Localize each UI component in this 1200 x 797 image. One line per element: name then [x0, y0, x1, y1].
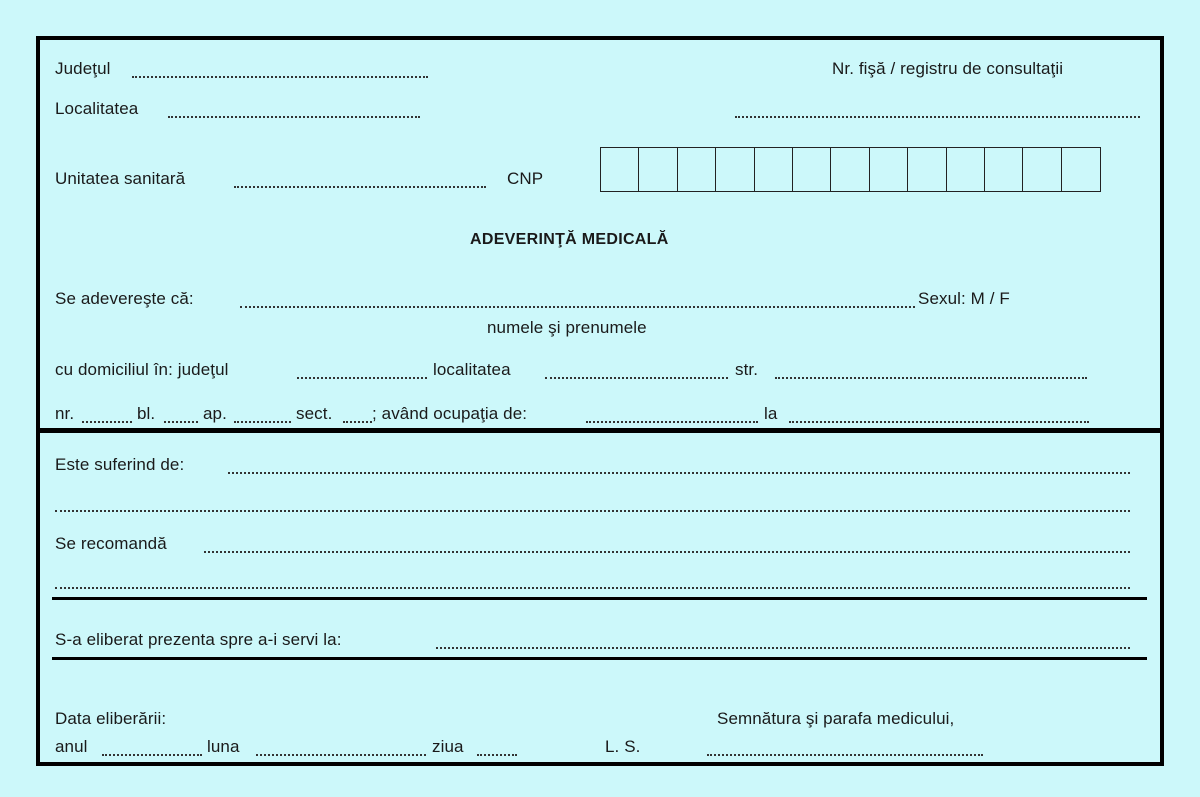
cnp-digit-box[interactable]: [908, 148, 946, 191]
cnp-label: CNP: [507, 169, 544, 188]
judetul-label: Judeţul: [55, 59, 111, 78]
se-adevereste-label: Se adevereşte că:: [55, 289, 194, 308]
eliberat-label: S-a eliberat prezenta spre a-i servi la:: [55, 630, 342, 649]
suferind-field-1[interactable]: [228, 472, 1130, 474]
cnp-digit-box[interactable]: [716, 148, 754, 191]
nr-fisa-field[interactable]: [735, 116, 1140, 118]
judetul-field[interactable]: [132, 76, 428, 78]
la-label: la: [764, 404, 778, 423]
sect-field[interactable]: [343, 421, 372, 423]
la-field[interactable]: [789, 421, 1089, 423]
localitatea-field[interactable]: [168, 116, 420, 118]
section-divider-eliberat-top: [52, 597, 1147, 600]
ziua-field[interactable]: [477, 754, 517, 756]
semnatura-field[interactable]: [707, 754, 983, 756]
nr-label: nr.: [55, 404, 75, 423]
cnp-digit-box[interactable]: [1023, 148, 1061, 191]
recomanda-field-1[interactable]: [204, 551, 1130, 553]
str-label: str.: [735, 360, 759, 379]
section-divider-eliberat-bottom: [52, 657, 1147, 660]
semnatura-label: Semnătura şi parafa medicului,: [717, 709, 955, 728]
cnp-digit-box[interactable]: [678, 148, 716, 191]
localitatea-label: Localitatea: [55, 99, 139, 118]
document-title: ADEVERINŢĂ MEDICALĂ: [470, 231, 669, 248]
sexul-label: Sexul: M / F: [918, 289, 1010, 308]
bl-field[interactable]: [164, 421, 198, 423]
anul-field[interactable]: [102, 754, 202, 756]
suferind-label: Este suferind de:: [55, 455, 185, 474]
nume-prenume-field[interactable]: [240, 306, 915, 308]
cnp-digit-box[interactable]: [639, 148, 677, 191]
domiciliu-localitatea-field[interactable]: [545, 377, 728, 379]
cnp-digit-box[interactable]: [870, 148, 908, 191]
sect-label: sect.: [296, 404, 333, 423]
domiciliu-judetul-field[interactable]: [297, 377, 427, 379]
luna-label: luna: [207, 737, 240, 756]
cnp-digit-box[interactable]: [831, 148, 869, 191]
nr-fisa-label: Nr. fişă / registru de consultaţii: [832, 59, 1064, 78]
ap-field[interactable]: [234, 421, 291, 423]
ocupatia-field[interactable]: [586, 421, 758, 423]
cnp-boxes[interactable]: [600, 147, 1101, 192]
unitatea-sanitara-field[interactable]: [234, 186, 486, 188]
domiciliu-judetul-label: cu domiciliul în: judeţul: [55, 360, 229, 379]
ap-label: ap.: [203, 404, 227, 423]
luna-field[interactable]: [256, 754, 426, 756]
section-divider-thick: [36, 428, 1164, 433]
cnp-digit-box[interactable]: [755, 148, 793, 191]
str-field[interactable]: [775, 377, 1087, 379]
cnp-digit-box[interactable]: [947, 148, 985, 191]
ocupatia-label: ; având ocupaţia de:: [372, 404, 528, 423]
ls-label: L. S.: [605, 737, 641, 756]
cnp-digit-box[interactable]: [601, 148, 639, 191]
data-eliberarii-label: Data eliberării:: [55, 709, 167, 728]
eliberat-field[interactable]: [436, 647, 1130, 649]
cnp-digit-box[interactable]: [1062, 148, 1100, 191]
cnp-digit-box[interactable]: [793, 148, 831, 191]
unitatea-sanitara-label: Unitatea sanitară: [55, 169, 186, 188]
recomanda-field-2[interactable]: [55, 587, 1130, 589]
anul-label: anul: [55, 737, 88, 756]
nr-field[interactable]: [82, 421, 132, 423]
suferind-field-2[interactable]: [55, 510, 1130, 512]
domiciliu-localitatea-label: localitatea: [433, 360, 511, 379]
bl-label: bl.: [137, 404, 156, 423]
recomanda-label: Se recomandă: [55, 534, 167, 553]
nume-prenume-caption: numele şi prenumele: [487, 318, 647, 337]
cnp-digit-box[interactable]: [985, 148, 1023, 191]
ziua-label: ziua: [432, 737, 464, 756]
